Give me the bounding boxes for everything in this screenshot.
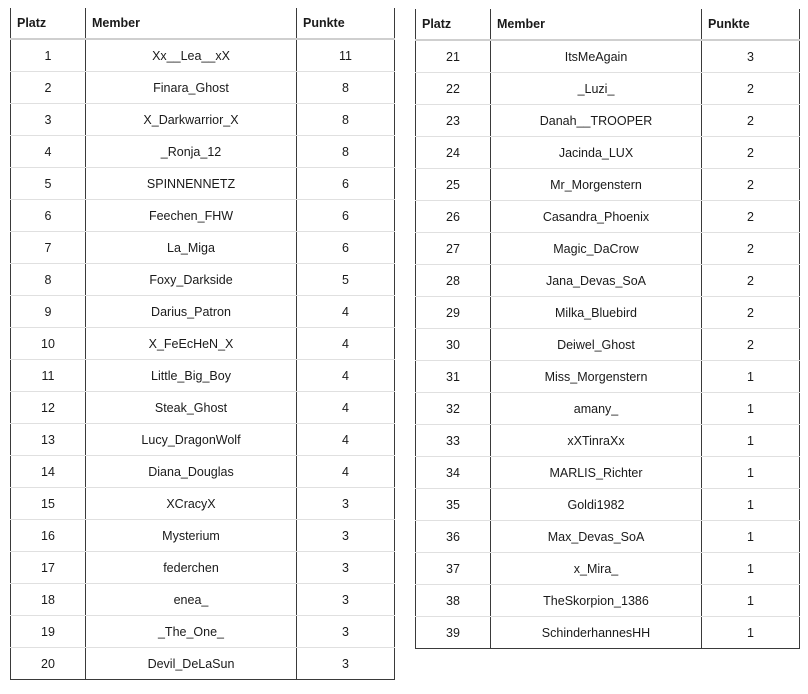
rank-cell: 31 [416, 361, 491, 393]
table-row [416, 297, 800, 329]
member-name-cell: SPINNENNETZ [86, 168, 297, 200]
member-name-cell: _Luzi_ [491, 73, 702, 105]
rank-cell: 16 [11, 520, 86, 552]
table-row [416, 553, 800, 585]
member-name-cell: MARLIS_Richter [491, 457, 702, 489]
table-row [416, 489, 800, 521]
points-cell: 2 [702, 297, 800, 329]
rank-cell: 25 [416, 169, 491, 201]
points-cell: 3 [297, 584, 395, 616]
rank-cell: 5 [11, 168, 86, 200]
table-row [11, 648, 395, 680]
table-row [416, 585, 800, 617]
rank-cell: 20 [11, 648, 86, 680]
points-cell: 3 [297, 488, 395, 520]
rank-cell: 23 [416, 105, 491, 137]
rank-cell: 30 [416, 329, 491, 361]
table-row [416, 169, 800, 201]
member-name-cell: Mr_Morgenstern [491, 169, 702, 201]
table-row [416, 617, 800, 649]
leaderboard-body-left [11, 39, 395, 680]
member-name-cell: Danah__TROOPER [491, 105, 702, 137]
points-cell: 1 [702, 585, 800, 617]
table-row [11, 328, 395, 360]
rank-cell: 3 [11, 104, 86, 136]
table-row [416, 361, 800, 393]
rank-cell: 2 [11, 72, 86, 104]
member-name-cell: XCracyX [86, 488, 297, 520]
points-cell: 5 [297, 264, 395, 296]
points-cell: 2 [702, 105, 800, 137]
points-cell: 4 [297, 360, 395, 392]
rank-cell: 19 [11, 616, 86, 648]
points-cell: 3 [702, 40, 800, 73]
member-name-cell: X_Darkwarrior_X [86, 104, 297, 136]
member-name-cell: federchen [86, 552, 297, 584]
rank-cell: 39 [416, 617, 491, 649]
member-name-cell: Casandra_Phoenix [491, 201, 702, 233]
rank-cell: 8 [11, 264, 86, 296]
points-cell: 1 [702, 617, 800, 649]
rank-cell: 6 [11, 200, 86, 232]
rank-cell: 34 [416, 457, 491, 489]
points-cell: 8 [297, 104, 395, 136]
points-cell: 2 [702, 329, 800, 361]
member-name-cell: SchinderhannesHH [491, 617, 702, 649]
member-name-cell: Diana_Douglas [86, 456, 297, 488]
rank-cell: 36 [416, 521, 491, 553]
points-cell: 6 [297, 200, 395, 232]
rank-cell: 4 [11, 136, 86, 168]
table-row [11, 424, 395, 456]
member-name-cell: Deiwel_Ghost [491, 329, 702, 361]
table-row [416, 393, 800, 425]
table-row [11, 264, 395, 296]
points-cell: 4 [297, 328, 395, 360]
table-row [11, 616, 395, 648]
points-cell: 8 [297, 136, 395, 168]
points-cell: 4 [297, 456, 395, 488]
table-row [416, 40, 800, 73]
points-cell: 4 [297, 392, 395, 424]
table-row [11, 584, 395, 616]
points-cell: 1 [702, 393, 800, 425]
rank-cell: 18 [11, 584, 86, 616]
rank-cell: 14 [11, 456, 86, 488]
table-row [11, 552, 395, 584]
header-row [11, 8, 395, 39]
member-name-cell: Devil_DeLaSun [86, 648, 297, 680]
member-name-cell: La_Miga [86, 232, 297, 264]
points-cell: 1 [702, 361, 800, 393]
rank-cell: 13 [11, 424, 86, 456]
member-name-cell: _Ronja_12 [86, 136, 297, 168]
member-name-cell: x_Mira_ [491, 553, 702, 585]
points-cell: 2 [702, 265, 800, 297]
points-cell: 4 [297, 296, 395, 328]
points-cell: 1 [702, 425, 800, 457]
rank-cell: 21 [416, 40, 491, 73]
rank-cell: 32 [416, 393, 491, 425]
leaderboard-body-right [416, 40, 800, 649]
header-row [416, 9, 800, 40]
table-row [11, 39, 395, 72]
points-cell: 2 [702, 137, 800, 169]
member-name-cell: xXTinraXx [491, 425, 702, 457]
rank-cell: 12 [11, 392, 86, 424]
points-cell: 2 [702, 73, 800, 105]
table-row [416, 137, 800, 169]
member-name-cell: Foxy_Darkside [86, 264, 297, 296]
member-name-cell: Little_Big_Boy [86, 360, 297, 392]
points-cell: 6 [297, 168, 395, 200]
points-cell: 8 [297, 72, 395, 104]
rank-cell: 17 [11, 552, 86, 584]
table-row [11, 136, 395, 168]
member-name-cell: amany_ [491, 393, 702, 425]
table-row [11, 392, 395, 424]
table-row [416, 425, 800, 457]
table-row [416, 457, 800, 489]
rank-cell: 26 [416, 201, 491, 233]
table-row [11, 456, 395, 488]
rank-cell: 24 [416, 137, 491, 169]
member-name-cell: Magic_DaCrow [491, 233, 702, 265]
points-cell: 3 [297, 648, 395, 680]
member-name-cell: Finara_Ghost [86, 72, 297, 104]
member-name-cell: Jacinda_LUX [491, 137, 702, 169]
member-column-header: Member [491, 9, 702, 40]
leaderboard-table-left [10, 8, 395, 680]
points-cell: 1 [702, 521, 800, 553]
rank-cell: 22 [416, 73, 491, 105]
member-name-cell: ItsMeAgain [491, 40, 702, 73]
leaderboard-table-right [415, 9, 800, 649]
table-row [416, 329, 800, 361]
points-cell: 3 [297, 616, 395, 648]
rank-cell: 10 [11, 328, 86, 360]
table-row [416, 73, 800, 105]
table-row [11, 104, 395, 136]
points-cell: 3 [297, 552, 395, 584]
table-row [11, 168, 395, 200]
points-column-header: Punkte [297, 8, 395, 39]
points-column-header: Punkte [702, 9, 800, 40]
member-name-cell: enea_ [86, 584, 297, 616]
points-cell: 1 [702, 457, 800, 489]
rank-column-header: Platz [11, 8, 86, 39]
rank-cell: 38 [416, 585, 491, 617]
member-column-header: Member [86, 8, 297, 39]
rank-cell: 1 [11, 39, 86, 72]
rank-cell: 15 [11, 488, 86, 520]
table-row [11, 232, 395, 264]
points-cell: 1 [702, 489, 800, 521]
member-name-cell: X_FeEcHeN_X [86, 328, 297, 360]
table-row [11, 296, 395, 328]
rank-cell: 28 [416, 265, 491, 297]
member-name-cell: Max_Devas_SoA [491, 521, 702, 553]
points-cell: 1 [702, 553, 800, 585]
member-name-cell: Jana_Devas_SoA [491, 265, 702, 297]
table-row [416, 105, 800, 137]
points-cell: 6 [297, 232, 395, 264]
table-row [11, 200, 395, 232]
member-name-cell: Steak_Ghost [86, 392, 297, 424]
table-row [11, 360, 395, 392]
member-name-cell: Lucy_DragonWolf [86, 424, 297, 456]
table-row [416, 233, 800, 265]
table-row [11, 520, 395, 552]
table-row [416, 265, 800, 297]
rank-cell: 29 [416, 297, 491, 329]
points-cell: 2 [702, 233, 800, 265]
points-cell: 4 [297, 424, 395, 456]
rank-cell: 9 [11, 296, 86, 328]
rank-cell: 35 [416, 489, 491, 521]
rank-column-header: Platz [416, 9, 491, 40]
member-name-cell: Xx__Lea__xX [86, 39, 297, 72]
member-name-cell: Feechen_FHW [86, 200, 297, 232]
member-name-cell: Mysterium [86, 520, 297, 552]
rank-cell: 33 [416, 425, 491, 457]
points-cell: 2 [702, 201, 800, 233]
member-name-cell: Darius_Patron [86, 296, 297, 328]
points-cell: 11 [297, 39, 395, 72]
table-row [11, 488, 395, 520]
points-cell: 2 [702, 169, 800, 201]
member-name-cell: Milka_Bluebird [491, 297, 702, 329]
table-row [11, 72, 395, 104]
member-name-cell: TheSkorpion_1386 [491, 585, 702, 617]
rank-cell: 11 [11, 360, 86, 392]
rank-cell: 27 [416, 233, 491, 265]
member-name-cell: Goldi1982 [491, 489, 702, 521]
table-row [416, 521, 800, 553]
points-cell: 3 [297, 520, 395, 552]
rank-cell: 37 [416, 553, 491, 585]
member-name-cell: _The_One_ [86, 616, 297, 648]
rank-cell: 7 [11, 232, 86, 264]
table-row [416, 201, 800, 233]
member-name-cell: Miss_Morgenstern [491, 361, 702, 393]
